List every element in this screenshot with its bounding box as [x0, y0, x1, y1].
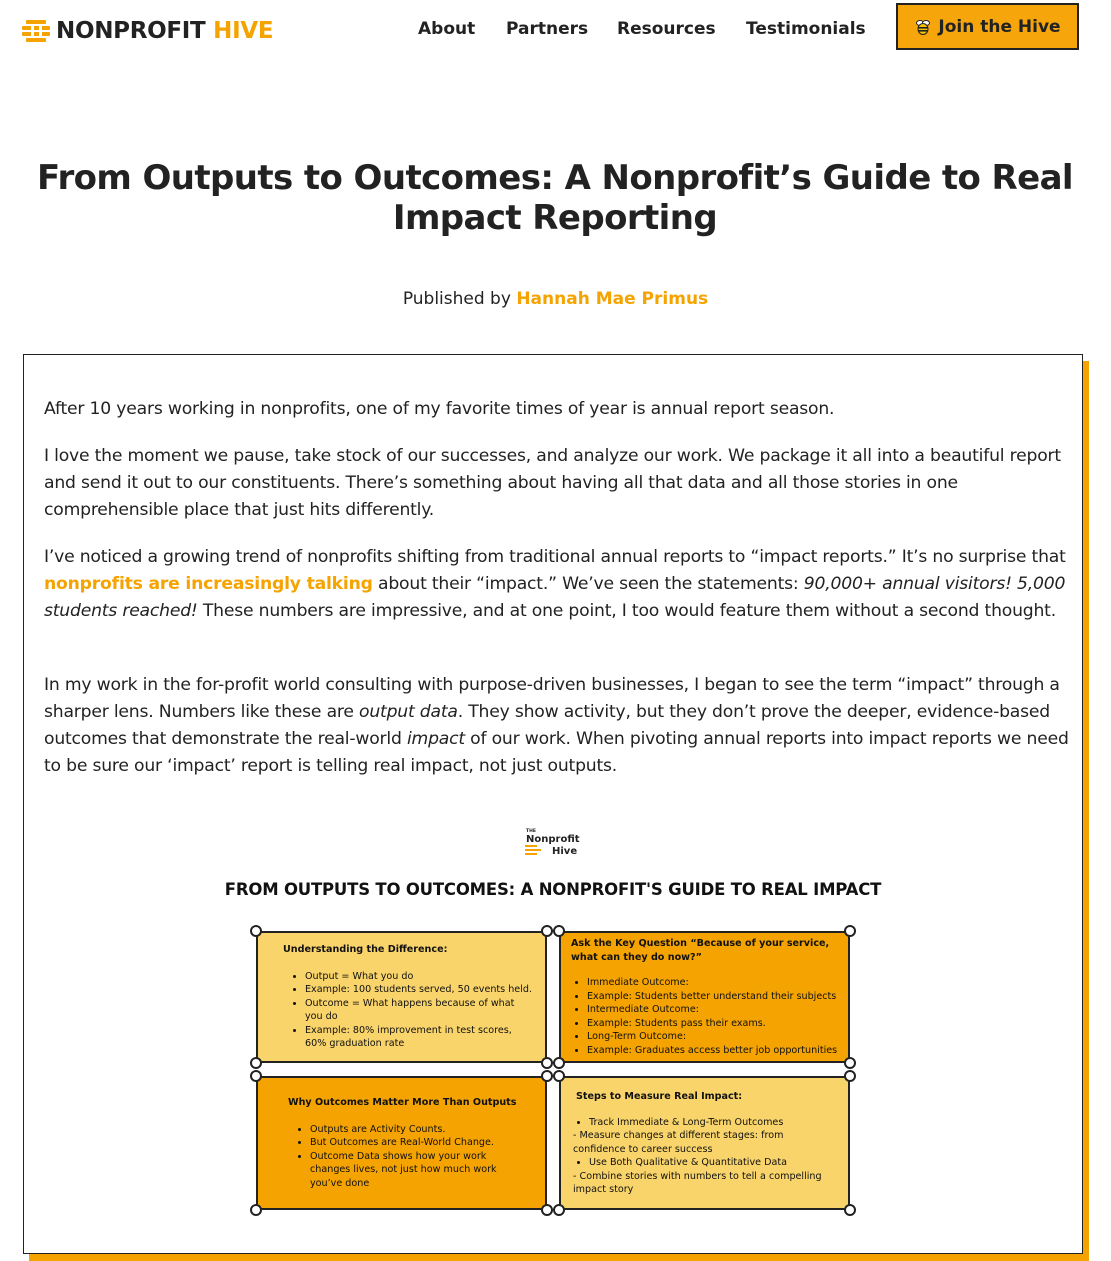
join-button-label: Join the Hive	[938, 16, 1061, 37]
card-item: • Intermediate Outcome:	[587, 1003, 842, 1017]
article-title: From Outputs to Outcomes: A Nonprofit’s Guide to Real Impact Reporting	[37, 158, 1073, 238]
card-item: • Track Immediate & Long-Term Outcomes	[589, 1116, 838, 1130]
card-subitem: - Measure changes at different stages: from confidence to career success	[573, 1130, 784, 1155]
card-item: • Use Both Qualitative & Quantitative Data	[589, 1156, 838, 1170]
svg-text:THE: THE	[526, 829, 536, 834]
card-item: • Long-Term Outcome:	[587, 1030, 842, 1044]
infographic-title: FROM OUTPUTS TO OUTCOMES: A NONPROFIT'S GUIDE TO REAL IMPACT	[224, 880, 882, 899]
site-header	[0, 0, 1111, 62]
nav-about[interactable]: About	[418, 19, 476, 39]
card-subitem: - Combine stories with numbers to tell a compelling impact story	[573, 1170, 822, 1195]
card-item: • Example: Graduates access better job opportunities	[587, 1044, 842, 1058]
card-item: • Immediate Outcome:	[587, 976, 842, 990]
card-notch	[844, 925, 856, 937]
nonprofit-hive-logo-small	[521, 826, 585, 856]
card-item: • Example: 100 students served, 50 events held.	[305, 983, 535, 997]
card-notch	[541, 925, 553, 937]
nav-testimonials[interactable]: Testimonials	[746, 19, 866, 39]
card-heading: Steps to Measure Real Impact:	[576, 1091, 743, 1102]
card-item: • Outcome Data shows how your work changes lives, not just how much work you’ve done	[310, 1150, 527, 1191]
card-item: • Example: 80% improvement in test scores, 60% graduation rate	[305, 1024, 535, 1051]
byline-prefix: Published by	[402, 289, 511, 309]
card-notch	[844, 1204, 856, 1216]
card-notch	[250, 1057, 262, 1069]
honeycomb-stripes-icon	[22, 17, 50, 45]
svg-text:Hive: Hive	[552, 846, 578, 856]
inline-link[interactable]: nonprofits are increasingly talking	[44, 574, 373, 594]
nav-partners[interactable]: Partners	[506, 19, 589, 39]
card-item: • Outputs are Activity Counts.	[310, 1123, 527, 1137]
paragraph-3: I’ve noticed a growing trend of nonprofits shifting from traditional annual reports to “impact reports.” It’s no surprise that nonprofits are increasingly talking about their “impact.” We’ve seen the statements: 90,000+ annual visitors! 5,000 students reached! These numbers are impressive, and at one point, I too would feature them without a second thought.	[44, 547, 1066, 621]
nav-resources[interactable]: Resources	[617, 19, 716, 39]
card-understanding-difference	[256, 931, 547, 1063]
card-item: • Outcome = What happens because of what you do	[305, 997, 535, 1024]
logo-text: NONPROFIT HIVE	[56, 18, 274, 44]
card-notch	[553, 925, 565, 937]
card-item: • But Outcomes are Real-World Change.	[310, 1136, 527, 1150]
site-logo[interactable]	[22, 14, 273, 48]
paragraph-2: I love the moment we pause, take stock of our successes, and analyze our work. We package it all into a beautiful report and send it out to our constituents. There’s something about having all that data and all those stories in one comprehensible place that just hits differently.	[44, 446, 1061, 520]
card-notch	[250, 1204, 262, 1216]
card-notch	[541, 1204, 553, 1216]
card-notch	[844, 1057, 856, 1069]
card-steps-measure-impact	[559, 1076, 850, 1210]
card-key-question	[559, 931, 850, 1063]
byline	[0, 289, 1111, 309]
svg-text:Nonprofit: Nonprofit	[526, 834, 580, 845]
card-heading: Why Outcomes Matter More Than Outputs	[288, 1097, 517, 1108]
card-notch	[553, 1204, 565, 1216]
paragraph-1: After 10 years working in nonprofits, one of my favorite times of year is annual report season.	[44, 399, 835, 419]
card-notch	[250, 925, 262, 937]
bee-icon	[914, 18, 932, 36]
card-notch	[553, 1057, 565, 1069]
paragraph-4: In my work in the for-profit world consulting with purpose-driven businesses, I began to see the term “impact” through a sharper lens. Numbers like these are output data. They show activity, but they don’t prove the deeper, evidence-based outcomes that demonstrate the real-world impact of our work. When pivoting annual reports into impact reports we need to be sure our ‘impact’ report is telling real impact, not just outputs.	[44, 675, 1069, 776]
card-notch	[844, 1070, 856, 1082]
card-notch	[541, 1057, 553, 1069]
card-why-outcomes-matter	[256, 1076, 547, 1210]
author-link[interactable]: Hannah Mae Primus	[516, 289, 709, 309]
card-notch	[553, 1070, 565, 1082]
card-item: • Example: Students better understand their subjects	[587, 990, 842, 1004]
card-item: • Example: Students pass their exams.	[587, 1017, 842, 1031]
card-notch	[250, 1070, 262, 1082]
card-heading: Ask the Key Question “Because of your service, what can they do now?”	[571, 938, 830, 963]
card-heading: Understanding the Difference:	[283, 944, 448, 955]
join-the-hive-button[interactable]	[896, 3, 1079, 50]
card-notch	[541, 1070, 553, 1082]
card-item: • Output = What you do	[305, 970, 535, 984]
